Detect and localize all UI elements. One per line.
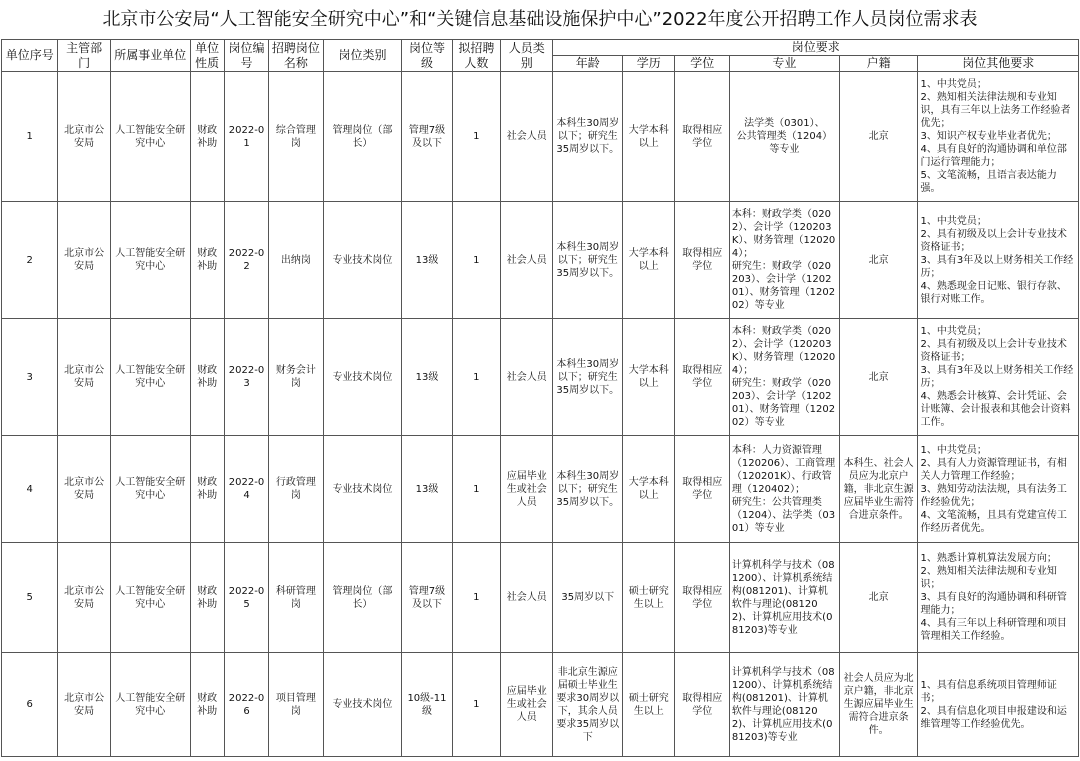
cell-post-no: 2022-04: [224, 436, 268, 543]
header-degree: 学位: [675, 56, 729, 72]
cell-edu: 硕士研究生以上: [623, 653, 675, 757]
cell-category: 社会人员: [501, 202, 553, 319]
cell-post-name: 科研管理岗: [269, 543, 323, 653]
header-category: 人员类别: [501, 40, 553, 72]
cell-post-type: 专业技术岗位: [323, 319, 402, 436]
cell-count: 1: [452, 436, 500, 543]
cell-edu: 硕士研究生以上: [623, 543, 675, 653]
table-row: [2, 319, 1079, 436]
cell-unit: 人工智能安全研究中心: [110, 202, 190, 319]
header-dept: 主管部门: [58, 40, 110, 72]
cell-major: 法学类（0301）、 公共管理类（1204）等专业: [729, 72, 839, 202]
header-requirements: 岗位要求: [553, 40, 1079, 56]
header-unit: 所属事业单位: [110, 40, 190, 72]
cell-dept: 北京市公安局: [58, 202, 110, 319]
header-hukou: 户籍: [839, 56, 918, 72]
cell-category: 应届毕业生或社会人员: [501, 653, 553, 757]
cell-age: 本科生30周岁以下；研究生35周岁以下。: [553, 72, 623, 202]
cell-edu: 大学本科以上: [623, 72, 675, 202]
cell-post-name: 出纳岗: [269, 202, 323, 319]
header-unit-no: 单位序号: [2, 40, 58, 72]
cell-dept: 北京市公安局: [58, 319, 110, 436]
table-body: [2, 72, 1079, 757]
cell-degree: 取得相应学位: [675, 653, 729, 757]
cell-major: 本科：财政学类（0202）、会计学（120203K）、财务管理（120204）； 研究生：财政学（020203）、会计学（120201）、财务管理（120202）等专业: [729, 319, 839, 436]
cell-category: 社会人员: [501, 72, 553, 202]
cell-category: 社会人员: [501, 319, 553, 436]
cell-degree: 取得相应学位: [675, 436, 729, 543]
cell-nature: 财政补助: [190, 436, 224, 543]
cell-unit: 人工智能安全研究中心: [110, 653, 190, 757]
cell-unit: 人工智能安全研究中心: [110, 543, 190, 653]
cell-degree: 取得相应学位: [675, 543, 729, 653]
cell-other: 1、中共党员； 2、具有初级及以上会计专业技术资格证书； 3、具有3年及以上财务相关工作经历； 4、熟悉现金日记账、银行存款、银行对账工作。: [918, 202, 1079, 319]
cell-level: 管理7级及以下: [402, 72, 452, 202]
cell-post-name: 财务会计岗: [269, 319, 323, 436]
cell-post-name: 行政管理岗: [269, 436, 323, 543]
cell-edu: 大学本科以上: [623, 319, 675, 436]
cell-no: 2: [2, 202, 58, 319]
cell-degree: 取得相应学位: [675, 202, 729, 319]
page-title: 北京市公安局“人工智能安全研究中心”和“关键信息基础设施保护中心”2022年度公开招聘工作人员岗位需求表: [102, 9, 978, 30]
cell-level: 13级: [402, 202, 452, 319]
cell-dept: 北京市公安局: [58, 653, 110, 757]
table-row: [2, 436, 1079, 543]
table-row: [2, 72, 1079, 202]
header-level: 岗位等级: [402, 40, 452, 72]
cell-post-no: 2022-05: [224, 543, 268, 653]
cell-count: 1: [452, 202, 500, 319]
cell-post-type: 管理岗位（部长）: [323, 72, 402, 202]
cell-no: 5: [2, 543, 58, 653]
cell-age: 本科生30周岁以下；研究生35周岁以下。: [553, 436, 623, 543]
cell-level: 10级-11级: [402, 653, 452, 757]
cell-degree: 取得相应学位: [675, 319, 729, 436]
header-edu: 学历: [623, 56, 675, 72]
cell-nature: 财政补助: [190, 319, 224, 436]
cell-nature: 财政补助: [190, 202, 224, 319]
cell-category: 社会人员: [501, 543, 553, 653]
cell-post-no: 2022-06: [224, 653, 268, 757]
cell-no: 6: [2, 653, 58, 757]
cell-hukou: 北京: [839, 72, 918, 202]
cell-major: 计算机科学与技术（081200）、计算机系统结构(081201)、计算机软件与理论(081202)、计算机应用技术(081203)等专业: [729, 653, 839, 757]
cell-no: 1: [2, 72, 58, 202]
cell-level: 13级: [402, 319, 452, 436]
cell-count: 1: [452, 543, 500, 653]
cell-hukou: 北京: [839, 202, 918, 319]
cell-edu: 大学本科以上: [623, 436, 675, 543]
header-post-no: 岗位编号: [224, 40, 268, 72]
cell-count: 1: [452, 72, 500, 202]
cell-other: 1、具有信息系统项目管理师证书； 2、具有信息化项目申报建设和运维管理等工作经验优先。: [918, 653, 1079, 757]
cell-major: 计算机科学与技术（081200）、计算机系统结构(081201)、计算机软件与理论(081202)、计算机应用技术(081203)等专业: [729, 543, 839, 653]
cell-hukou: 本科生、社会人员应为北京户籍，非北京生源应届毕业生需符合进京条件。: [839, 436, 918, 543]
cell-nature: 财政补助: [190, 653, 224, 757]
cell-edu: 大学本科以上: [623, 202, 675, 319]
header-count: 拟招聘人数: [452, 40, 500, 72]
header-major: 专业: [729, 56, 839, 72]
cell-unit: 人工智能安全研究中心: [110, 319, 190, 436]
cell-count: 1: [452, 653, 500, 757]
cell-level: 13级: [402, 436, 452, 543]
cell-age: 本科生30周岁以下；研究生35周岁以下。: [553, 202, 623, 319]
job-requirements-table: [1, 39, 1079, 757]
cell-hukou: 北京: [839, 319, 918, 436]
cell-post-type: 专业技术岗位: [323, 202, 402, 319]
cell-hukou: 社会人员应为北京户籍，非北京生源应届毕业生需符合进京条件。: [839, 653, 918, 757]
cell-age: 本科生30周岁以下；研究生35周岁以下。: [553, 319, 623, 436]
cell-hukou: 北京: [839, 543, 918, 653]
cell-dept: 北京市公安局: [58, 436, 110, 543]
cell-major: 本科：财政学类（0202）、会计学（120203K）、财务管理（120204）； 研究生：财政学（020203）、会计学（120201）、财务管理（120202）等专业: [729, 202, 839, 319]
header-age: 年龄: [553, 56, 623, 72]
header-other: 岗位其他要求: [918, 56, 1079, 72]
cell-post-no: 2022-03: [224, 319, 268, 436]
cell-post-no: 2022-02: [224, 202, 268, 319]
cell-dept: 北京市公安局: [58, 543, 110, 653]
cell-other: 1、熟悉计算机算法发展方向； 2、熟知相关法律法规和专业知识； 3、具有良好的沟通协调和科研管理能力； 4、具有三年以上科研管理和项目管理相关工作经验。: [918, 543, 1079, 653]
cell-post-type: 专业技术岗位: [323, 436, 402, 543]
cell-post-name: 综合管理岗: [269, 72, 323, 202]
cell-unit: 人工智能安全研究中心: [110, 436, 190, 543]
cell-nature: 财政补助: [190, 543, 224, 653]
cell-degree: 取得相应学位: [675, 72, 729, 202]
cell-age: 35周岁以下: [553, 543, 623, 653]
cell-age: 非北京生源应届硕士毕业生要求30周岁以下，其余人员要求35周岁以下: [553, 653, 623, 757]
cell-no: 4: [2, 436, 58, 543]
cell-other: 1、中共党员； 2、具有人力资源管理证书，有相关人力管理工作经验； 3、熟知劳动法法规，具有法务工作经验优先； 4、文笔流畅，且具有党建宣传工作经历者优先。: [918, 436, 1079, 543]
cell-count: 1: [452, 319, 500, 436]
cell-unit: 人工智能安全研究中心: [110, 72, 190, 202]
cell-nature: 财政补助: [190, 72, 224, 202]
header-nature: 单位性质: [190, 40, 224, 72]
cell-post-type: 专业技术岗位: [323, 653, 402, 757]
cell-major: 本科：人力资源管理（120206）、工商管理（120201K）、行政管理（120402）； 研究生：公共管理类（1204）、法学类（0301）等专业: [729, 436, 839, 543]
table-row: [2, 202, 1079, 319]
cell-level: 管理7级及以下: [402, 543, 452, 653]
header-post-type: 岗位类别: [323, 40, 402, 72]
cell-other: 1、中共党员； 2、熟知相关法律法规和专业知识，具有三年以上法务工作经验者优先； 3、知识产权专业毕业者优先； 4、具有良好的沟通协调和单位部门运行管理能力； 5、文笔流畅，且语言表达能力强。: [918, 72, 1079, 202]
table-row: [2, 543, 1079, 653]
cell-other: 1、中共党员； 2、具有初级及以上会计专业技术资格证书； 3、具有3年及以上财务相关工作经历； 4、熟悉会计核算、会计凭证、会计账簿、会计报表和其他会计资料工作。: [918, 319, 1079, 436]
cell-post-name: 项目管理岗: [269, 653, 323, 757]
cell-no: 3: [2, 319, 58, 436]
cell-post-no: 2022-01: [224, 72, 268, 202]
cell-post-type: 管理岗位（部长）: [323, 543, 402, 653]
cell-category: 应届毕业生或社会人员: [501, 436, 553, 543]
cell-dept: 北京市公安局: [58, 72, 110, 202]
header-post-name: 招聘岗位名称: [269, 40, 323, 72]
table-row: [2, 653, 1079, 757]
